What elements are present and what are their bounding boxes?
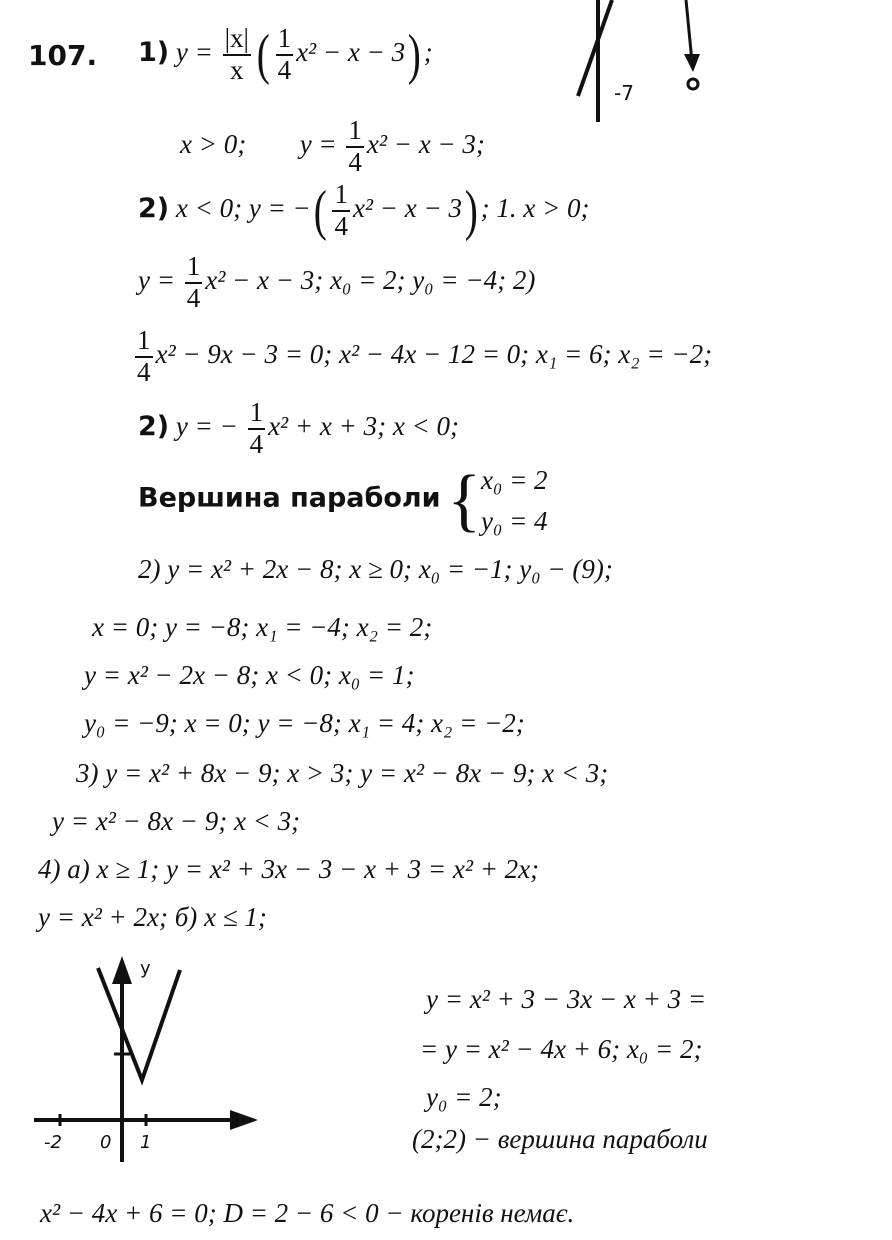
line-12: 3) y = x² + 8x − 9; x > 3; y = x² − 8x − 9; x < 3;	[76, 758, 609, 788]
line-13: y = x² − 8x − 9; x < 3;	[52, 806, 301, 836]
line-1-abs-num: |x|	[223, 24, 251, 56]
line-1-inner: x² − x − 3	[296, 36, 406, 67]
line-4-quarter	[185, 252, 203, 313]
tick-label-1: 1	[140, 1132, 152, 1153]
right-paren: )	[464, 179, 478, 242]
line-11: y₀ = −9; x = 0; y = −8; x₁ = 4; x₂ = −2;	[84, 708, 525, 738]
line-7	[138, 460, 548, 541]
line-4-quarter-den: 4	[186, 282, 201, 313]
line-2-rhs: x² − x − 3;	[366, 128, 485, 159]
line-4	[138, 252, 535, 313]
tick-label-0: 0	[100, 1132, 112, 1153]
line-2-cond: x > 0;	[180, 128, 247, 159]
line-1-quarter-num: 1	[276, 24, 294, 56]
line-2-lhs: y =	[299, 128, 337, 159]
right-line-3: y₀ = 2;	[426, 1082, 502, 1112]
last-line: x² − 4x + 6 = 0; D = 2 − 6 < 0 − коренів немає.	[40, 1198, 575, 1228]
line-1-end: ;	[423, 36, 433, 67]
vertex-system	[481, 460, 548, 541]
line-9: x = 0; y = −8; x₁ = −4; x₂ = 2;	[92, 612, 433, 642]
sketch-arrow-head	[684, 54, 700, 72]
vertex-system-x: x₀ = 2	[480, 465, 548, 495]
line-1	[138, 24, 433, 85]
line-5-quarter	[135, 326, 153, 387]
line-4-lhs: y =	[138, 264, 175, 295]
line-3-inner: x² − x − 3	[352, 192, 462, 223]
line-5	[132, 326, 712, 387]
line-4-quarter-num: 1	[185, 252, 203, 284]
x-axis-arrow	[230, 1110, 258, 1130]
line-6	[138, 398, 459, 459]
problem-number: 107.	[28, 39, 98, 72]
line-6-lhs: y = −	[175, 410, 238, 441]
line-3-label: 2)	[138, 192, 170, 224]
line-14: 4) а) x ≥ 1; y = x² + 3x − 3 − x + 3 = x² + 2x;	[38, 854, 540, 884]
line-8: 2) y = x² + 2x − 8; x ≥ 0; x₀ = −1; y₀ − (9);	[138, 554, 613, 584]
line-3	[138, 180, 590, 241]
graph-curve	[98, 968, 180, 1080]
top-sketch	[560, 0, 720, 130]
line-6-label: 2)	[138, 410, 170, 442]
line-3-lhs: y = −	[248, 192, 311, 223]
line-6-quarter-num: 1	[248, 398, 266, 430]
line-2-quarter	[346, 116, 364, 177]
y-axis-arrow	[112, 956, 132, 984]
line-10: y = x² − 2x − 8; x < 0; x₀ = 1;	[84, 660, 415, 690]
line-5-quarter-den: 4	[137, 356, 151, 387]
line-15: y = x² + 2x; б) x ≤ 1;	[38, 902, 267, 932]
sketch-slanted-line	[578, 0, 612, 96]
line-2-quarter-num: 1	[346, 116, 364, 148]
line-1-abs-den: x	[230, 54, 244, 85]
right-line-2: = y = x² − 4x + 6; x₀ = 2;	[420, 1034, 703, 1064]
line-5-rhs: x² − 9x − 3 = 0; x² − 4x − 12 = 0; x₁ = 6; x₂ = −2;	[155, 338, 713, 369]
right-line-1: y = x² + 3 − 3x − x + 3 =	[426, 984, 707, 1014]
line-1-lhs: y =	[175, 36, 213, 67]
y-axis-label: y	[140, 958, 151, 979]
vertex-system-y: y₀ = 4	[480, 505, 548, 536]
line-2-quarter-den: 4	[348, 146, 362, 177]
left-paren: (	[313, 179, 327, 242]
function-graph	[28, 950, 268, 1170]
right-line-4: (2;2) − вершина параболи	[412, 1124, 708, 1154]
line-3-quarter-num: 1	[332, 180, 350, 212]
line-5-quarter-num: 1	[135, 326, 153, 358]
line-2	[180, 116, 485, 177]
system-brace: {	[447, 461, 481, 539]
sketch-arrow-line	[686, 0, 692, 62]
line-6-quarter-den: 4	[249, 428, 264, 459]
sketch-label: -7	[614, 81, 634, 105]
tick-label-neg2: -2	[44, 1132, 62, 1153]
line-3-quarter-den: 4	[334, 210, 348, 241]
line-1-abs-fraction	[223, 24, 251, 85]
line-3-quarter	[332, 180, 350, 241]
line-1-label: 1)	[138, 36, 170, 68]
line-1-quarter-den: 4	[277, 54, 292, 85]
line-4-rhs: x² − x − 3; x₀ = 2; y₀ = −4; 2)	[205, 264, 536, 295]
line-7-text: Вершина параболи	[138, 482, 441, 514]
line-6-rhs: x² + x + 3; x < 0;	[268, 410, 460, 441]
line-3-cond: x < 0;	[175, 192, 243, 223]
line-6-quarter	[248, 398, 266, 459]
sketch-point	[688, 79, 698, 89]
left-paren: (	[256, 23, 270, 86]
line-1-quarter	[276, 24, 294, 85]
right-paren: )	[407, 23, 421, 86]
line-3-tail: ; 1. x > 0;	[480, 192, 590, 223]
